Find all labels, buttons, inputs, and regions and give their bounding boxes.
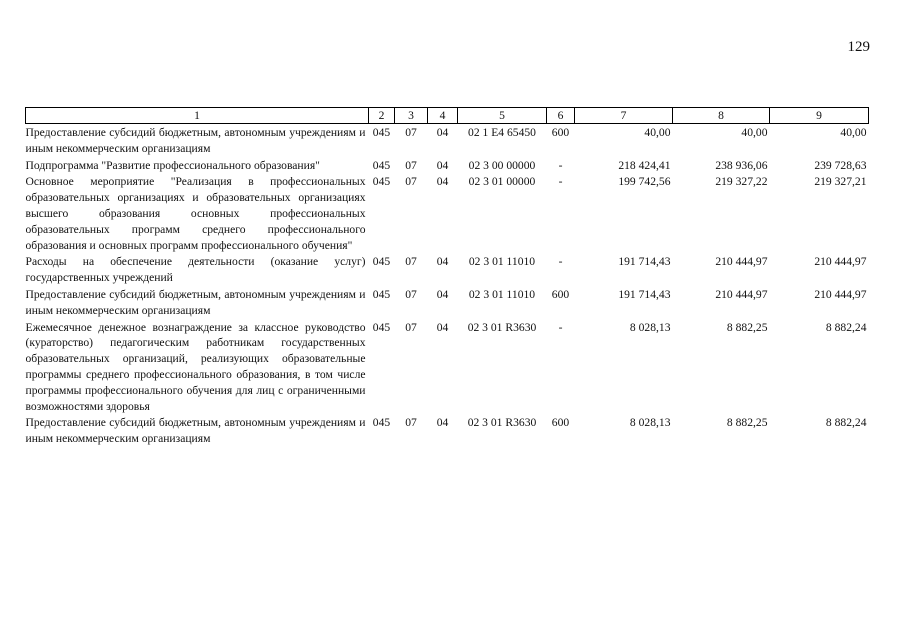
subsection-code: 04 — [436, 126, 449, 139]
amount-col-8: 8 882,25 — [726, 320, 768, 334]
amount-col-7: 40,00 — [644, 126, 671, 139]
table-row — [26, 253, 869, 286]
header-row — [26, 108, 869, 124]
header-cell-8: 8 — [673, 108, 770, 124]
expense-type-code: - — [558, 158, 563, 172]
table-row — [26, 173, 869, 253]
table-row — [26, 286, 869, 319]
ministry-code: 045 — [372, 158, 391, 172]
target-article-code: 02 3 00 00000 — [468, 158, 536, 172]
amount-col-9: 239 728,63 — [814, 158, 867, 172]
amount-col-7: 8 028,13 — [629, 416, 671, 430]
amount-col-7: 218 424,41 — [618, 158, 671, 172]
amount-col-9: 219 327,21 — [814, 175, 867, 189]
header-cell-9: 9 — [770, 108, 869, 124]
section-code: 07 — [405, 416, 417, 430]
row-name: Предоставление субсидий бюджетным, автономным учреждениям и иным некоммерческим организациям — [25, 416, 366, 446]
page-number: 129 — [847, 39, 870, 55]
target-article-code: 02 3 01 R3630 — [467, 320, 537, 334]
amount-col-7: 191 714,43 — [618, 255, 671, 269]
section-code: 07 — [405, 126, 417, 139]
row-name: Расходы на обеспечение деятельности (оказание услуг) государственных учреждений — [25, 255, 366, 285]
section-code: 07 — [405, 175, 417, 189]
row-name: Подпрограмма "Развитие профессионального образования" — [25, 158, 320, 172]
ministry-code: 045 — [372, 175, 391, 189]
amount-col-9: 8 882,24 — [825, 320, 867, 334]
expense-type-code: 600 — [551, 287, 570, 301]
section-code: 07 — [405, 158, 417, 172]
row-name: Предоставление субсидий бюджетным, автономным учреждениям и иным некоммерческим организациям — [25, 287, 366, 317]
amount-col-9: 8 882,24 — [825, 416, 867, 430]
amount-col-8: 210 444,97 — [715, 287, 768, 301]
amount-col-8: 210 444,97 — [715, 255, 768, 269]
section-code: 07 — [405, 287, 417, 301]
row-name: Ежемесячное денежное вознаграждение за классное руководство (кураторство) педагогическим работникам государственных образовательных организаций, реализующих образовательные программы среднего профессионального образования, в том числе программы профессионального обучения для лиц с ограниченными возможностями здоровья — [25, 320, 366, 413]
header-cell-2: 2 — [369, 108, 395, 124]
ministry-code: 045 — [372, 287, 391, 301]
expense-type-code: - — [558, 255, 563, 269]
header-cell-3: 3 — [395, 108, 428, 124]
amount-col-7: 191 714,43 — [618, 287, 671, 301]
subsection-code: 04 — [436, 287, 449, 301]
header-cell-4: 4 — [428, 108, 458, 124]
target-article-code: 02 1 E4 65450 — [468, 126, 536, 139]
ministry-code: 045 — [372, 255, 391, 269]
header-cell-6: 6 — [547, 108, 575, 124]
ministry-code: 045 — [372, 320, 391, 334]
section-code: 07 — [405, 255, 417, 269]
amount-col-8: 40,00 — [741, 126, 768, 139]
amount-col-9: 210 444,97 — [814, 287, 867, 301]
target-article-code: 02 3 01 11010 — [468, 255, 536, 269]
expense-type-code: - — [558, 175, 563, 189]
amount-col-7: 199 742,56 — [618, 175, 671, 189]
table-row — [26, 124, 869, 157]
amount-col-8: 8 882,25 — [726, 416, 768, 430]
subsection-code: 04 — [436, 416, 449, 430]
ministry-code: 045 — [372, 416, 391, 430]
ministry-code: 045 — [372, 126, 391, 139]
subsection-code: 04 — [436, 158, 449, 172]
target-article-code: 02 3 01 R3630 — [467, 416, 537, 430]
row-name: Основное мероприятие "Реализация в профессиональных образовательных организациях и образовательных организациях высшего образования основных профессиональных образовательных программ среднего профессионального образования и основных программ профессионального обучения" — [25, 175, 366, 252]
subsection-code: 04 — [436, 175, 449, 189]
subsection-code: 04 — [436, 255, 449, 269]
subsection-code: 04 — [436, 320, 449, 334]
section-code: 07 — [405, 320, 417, 334]
table-row — [26, 157, 869, 174]
expense-type-code: 600 — [551, 126, 570, 139]
amount-col-7: 8 028,13 — [629, 320, 671, 334]
amount-col-8: 219 327,22 — [715, 175, 768, 189]
header-cell-5: 5 — [458, 108, 547, 124]
budget-table — [25, 107, 869, 447]
amount-col-9: 40,00 — [840, 126, 867, 139]
header-cell-7: 7 — [575, 108, 673, 124]
header-cell-1: 1 — [26, 108, 369, 124]
target-article-code: 02 3 01 11010 — [468, 287, 536, 301]
expense-type-code: 600 — [551, 416, 570, 430]
amount-col-8: 238 936,06 — [715, 158, 768, 172]
table-row — [26, 414, 869, 447]
expense-type-code: - — [558, 320, 563, 334]
row-name: Предоставление субсидий бюджетным, автономным учреждениям и иным некоммерческим организациям — [25, 126, 366, 155]
amount-col-9: 210 444,97 — [814, 255, 867, 269]
target-article-code: 02 3 01 00000 — [468, 175, 536, 189]
table-row — [26, 319, 869, 415]
